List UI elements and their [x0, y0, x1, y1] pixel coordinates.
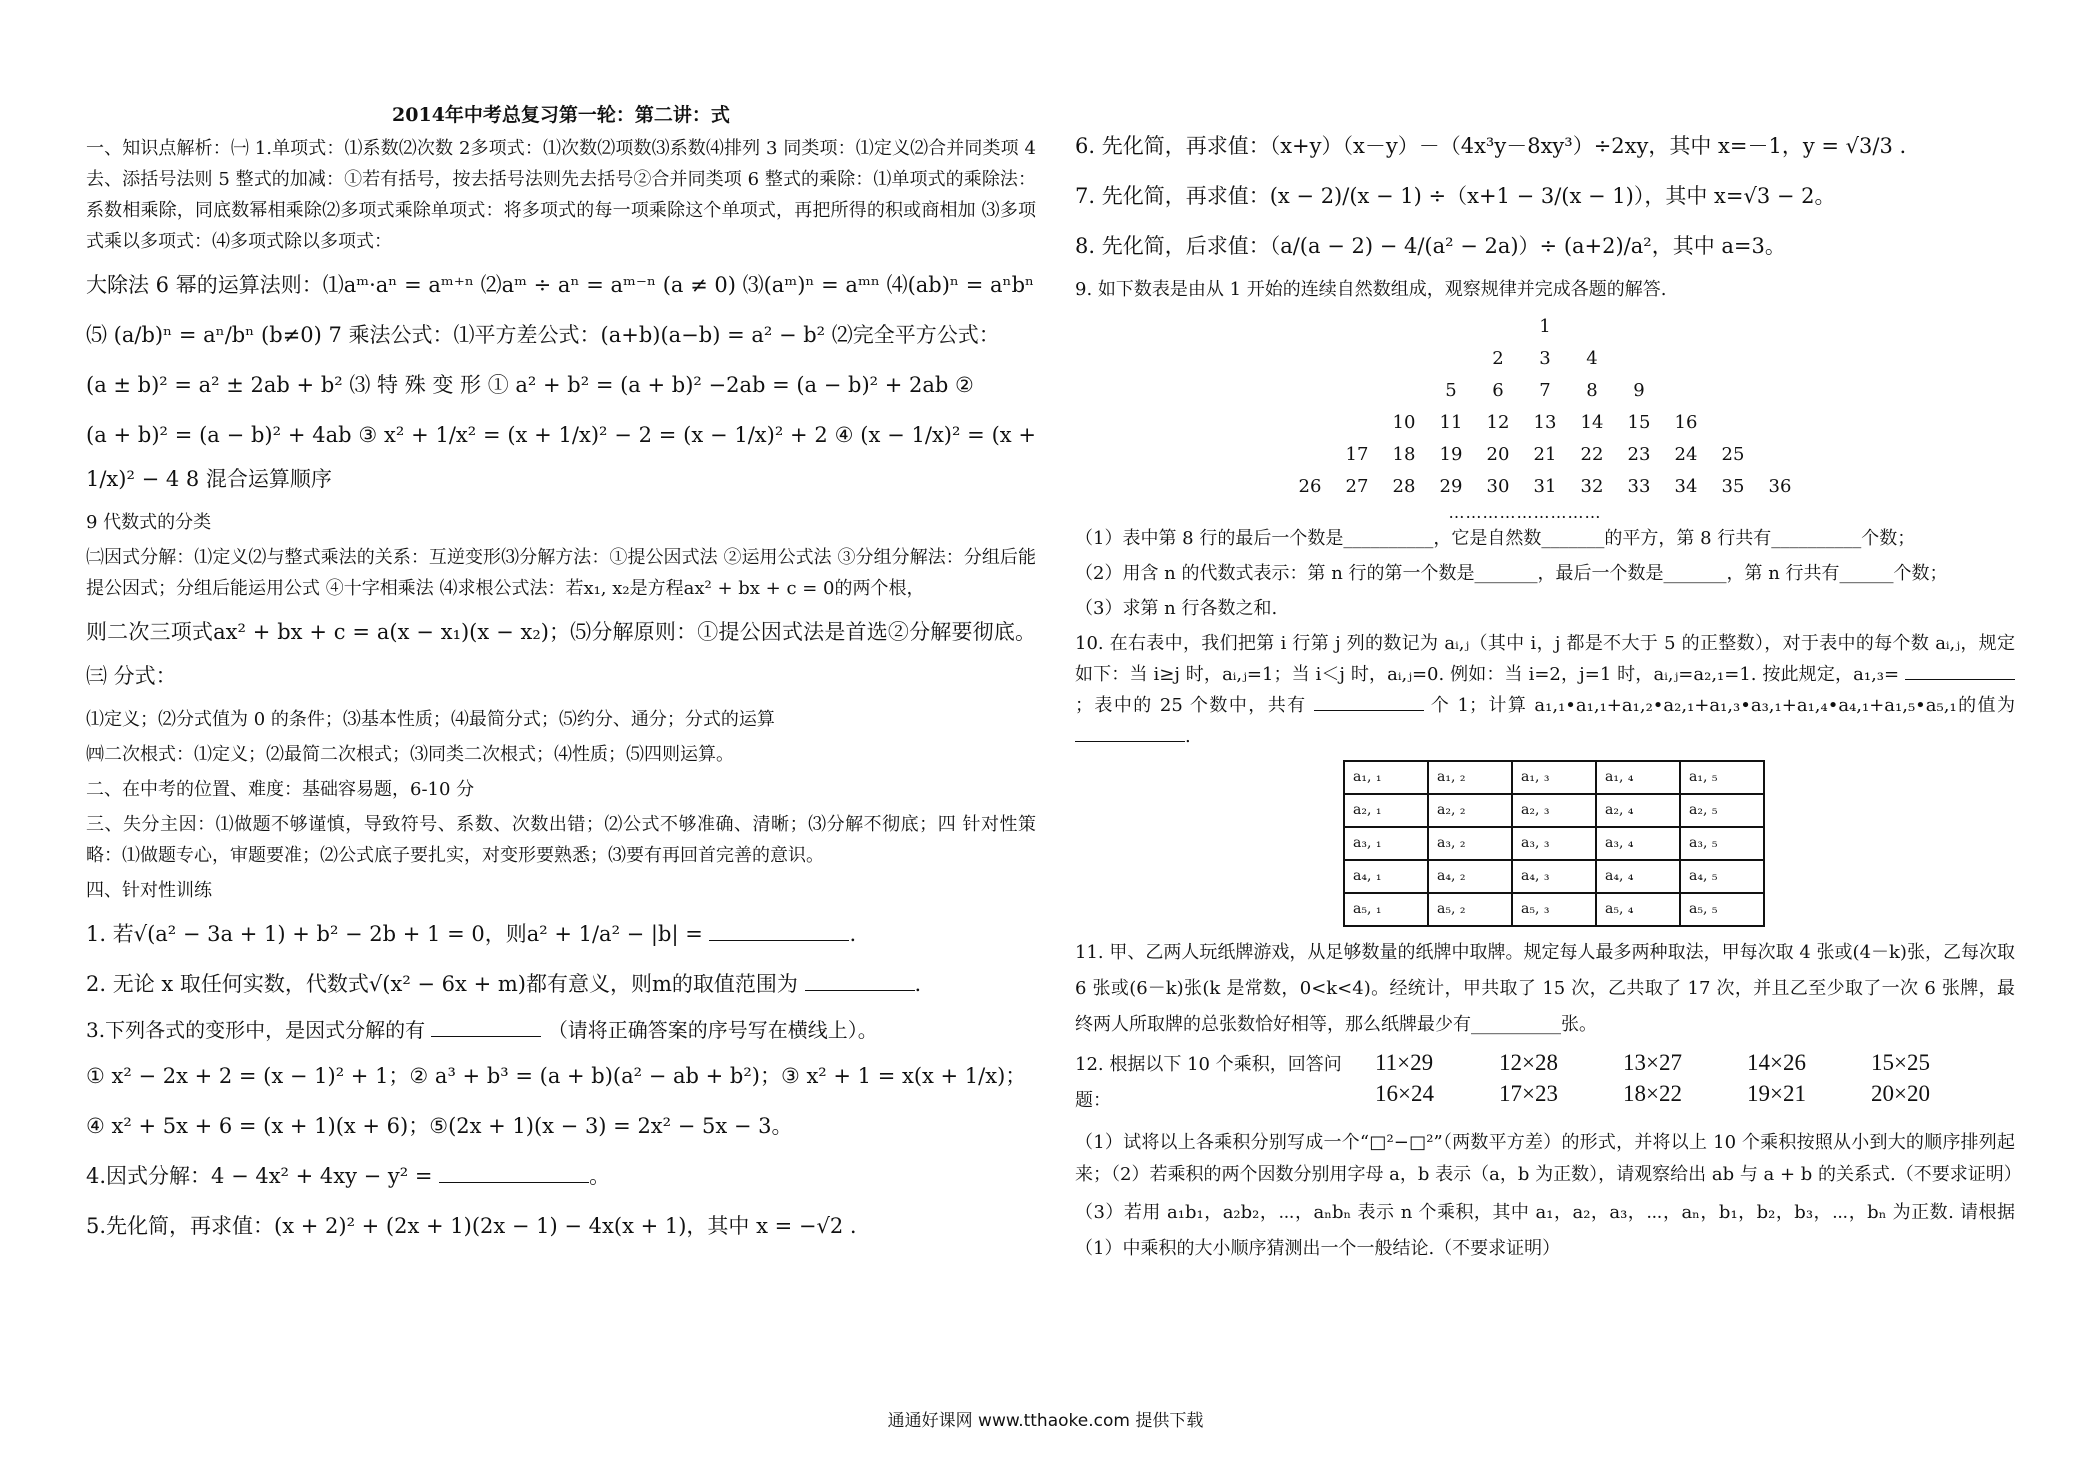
triangle-cell: 29 [1439, 476, 1463, 497]
triangle-cell: 35 [1721, 476, 1745, 497]
table-cell: a₄, ₁ [1344, 860, 1428, 893]
left-column [86, 100, 1036, 1254]
triangle-cell: 20 [1486, 444, 1510, 465]
triangle-cell: 5 [1445, 380, 1457, 401]
knowledge-intro: 一、知识点解析：㈠ 1.单项式：⑴系数⑵次数 2多项式：⑴次数⑵项数⑶系数⑷排列 3 同类项：⑴定义⑵合并同类项 4 去、添括号法则 5 整式的加减：①若有括号，按去括号法则先去括号②合并同类项 6 整式的乘除：⑴单项式的乘除法：系数相乘除，同底数幂相乘除⑵多项式乘除单项式：将多项式的每一项乘除这个单项式，再把所得的积或商相加 ⑶多项式乘以多项式：⑷多项式除以多项式： [86, 138, 1036, 252]
product-item: 18×22 [1623, 1081, 1682, 1106]
multiplication-formulas: ⑸ (a/b)ⁿ = aⁿ/bⁿ (b≠0) 7 乘法公式：⑴平方差公式：(a+b)(a−b) = a² − b² ⑵完全平方公式： [86, 323, 1000, 347]
continuation-dots: ……………………… [1448, 503, 1602, 522]
table-cell: a₃, ₄ [1596, 827, 1680, 860]
triangle-cell: 26 [1298, 476, 1322, 497]
product-item: 11×29 [1375, 1050, 1434, 1075]
question-9-part-1: （1）表中第 8 行的最后一个数是__________，它是自然数_______的平方，第 8 行共有__________个数； [1075, 528, 1916, 549]
question-12-part-1-2: （1）试将以上各乘积分别写成一个“□²−□²”（两数平方差）的形式，并将以上 10 个乘积按照从小到大的顺序排列起来；（2）若乘积的两个因数分别用字母 a，b 表示（a，b 为正数），请观察给出 ab 与 a + b 的关系式.（不要求证明） [1075, 1132, 2022, 1185]
product-item: 20×20 [1871, 1081, 1930, 1106]
table-row [1344, 794, 1764, 827]
table-cell: a₂, ₅ [1680, 794, 1764, 827]
question-6: 6. 先化简，再求值：（x+y）（x－y）－（4x³y－8xy³）÷2xy，其中 x=－1，y = √3/3 . [1075, 134, 1907, 158]
question-8: 8. 先化简，后求值：（a/(a − 2) − 4/(a² − 2a)）÷ (a+2)/a²，其中 a=3。 [1075, 234, 1786, 258]
answer-blank-2 [805, 972, 915, 991]
right-column [1075, 118, 2022, 1271]
triangle-row-5 [1075, 439, 2015, 471]
table-cell: a₃, ₃ [1512, 827, 1596, 860]
triangle-cell: 36 [1768, 476, 1792, 497]
special-transform-2: (a + b)² = (a − b)² + 4ab ③ x² + 1/x² = (x + 1/x)² − 2 = (x − 1/x)² + 2 ④ (x − 1/x)² = (x + 1/x)² − 4 8 混合运算顺序 [86, 423, 1036, 491]
question-7: 7. 先化简，再求值：(x − 2)/(x − 1) ÷（x+1 − 3/(x − 1)），其中 x=√3 − 2。 [1075, 184, 1836, 208]
answer-blank-4 [439, 1164, 589, 1183]
triangle-cell: 6 [1492, 380, 1504, 401]
table-row [1344, 827, 1764, 860]
triangle-cell: 19 [1439, 444, 1463, 465]
table-cell: a₁, ₁ [1344, 761, 1428, 794]
fractions: ⑴定义；⑵分式值为 0 的条件；⑶基本性质；⑷最简分式；⑸约分、通分；分式的运算 [86, 709, 775, 730]
question-4: 4.因式分解：4 − 4x² + 4xy − y² = 。 [86, 1164, 611, 1188]
table-cell: a₂, ₂ [1428, 794, 1512, 827]
question-12-part-3: （3）若用 a₁b₁，a₂b₂，⋯，aₙbₙ 表示 n 个乘积，其中 a₁，a₂，a₃，⋯，aₙ，b₁，b₂，b₃，⋯，bₙ 为正数. 请根据（1）中乘积的大小顺序猜测出一个一般结论.（不要求证明） [1075, 1202, 2015, 1259]
triangle-row-6 [1075, 471, 2015, 503]
triangle-row-4 [1075, 407, 2015, 439]
table-cell: a₅, ₃ [1512, 893, 1596, 926]
product-item: 12×28 [1499, 1050, 1558, 1075]
table-cell: a₅, ₁ [1344, 893, 1428, 926]
table-cell: a₄, ₂ [1428, 860, 1512, 893]
a-ij-table [1343, 760, 1765, 927]
quadratic-factor: 则二次三项式ax² + bx + c = a(x − x₁)(x − x₂)；⑸分解原则：①提公因式法是首选②分解要彻底。㈢ 分式： [86, 620, 1036, 688]
question-2: 2. 无论 x 取任何实数，代数式√(x² − 6x + m)都有意义，则m的取值范围为 . [86, 972, 922, 996]
product-item: 14×26 [1747, 1050, 1806, 1075]
table-cell: a₃, ₅ [1680, 827, 1764, 860]
question-11: 11. 甲、乙两人玩纸牌游戏，从足够数量的纸牌中取牌。规定每人最多两种取法，甲每次取 4 张或(4－k)张，乙每次取 6 张或(6－k)张(k 是常数，0<k<4)。经统计，甲共取了 15 次，乙共取了 17 次，并且乙至少取了一次 6 张牌，最终两人所取牌的总张数恰好相等，那么纸牌最少有__________张。 [1075, 942, 2015, 1035]
triangle-cell: 32 [1580, 476, 1604, 497]
table-cell: a₁, ₂ [1428, 761, 1512, 794]
exam-position: 二、在中考的位置、难度：基础容易题，6-10 分 [86, 779, 475, 800]
triangle-cell: 13 [1533, 412, 1557, 433]
table-row [1344, 860, 1764, 893]
answer-blank-10a [1905, 661, 2015, 680]
triangle-cell: 18 [1392, 444, 1416, 465]
triangle-cell: 1 [1539, 316, 1551, 337]
triangle-cell: 3 [1539, 348, 1551, 369]
question-1: 1. 若√(a² − 3a + 1) + b² − 2b + 1 = 0，则a² + 1/a² − |b| = . [86, 922, 857, 946]
table-cell: a₂, ₁ [1344, 794, 1428, 827]
triangle-cell: 9 [1633, 380, 1645, 401]
triangle-cell: 28 [1392, 476, 1416, 497]
triangle-cell: 34 [1674, 476, 1698, 497]
triangle-cell: 23 [1627, 444, 1651, 465]
triangle-cell: 21 [1533, 444, 1557, 465]
question-3-options-b: ④ x² + 5x + 6 = (x + 1)(x + 6)；⑤(2x + 1)(x − 3) = 2x² − 5x − 3。 [86, 1114, 793, 1138]
table-cell: a₁, ₅ [1680, 761, 1764, 794]
answer-blank-3 [431, 1018, 541, 1037]
question-9-part-2: （2）用含 n 的代数式表示：第 n 行的第一个数是_______，最后一个数是_______，第 n 行共有______个数； [1075, 563, 1948, 584]
triangle-cell: 25 [1721, 444, 1745, 465]
question-9-part-3: （3）求第 n 行各数之和. [1075, 598, 1278, 619]
question-3-options-a: ① x² − 2x + 2 = (x − 1)² + 1；② a³ + b³ = (a + b)(a² − ab + b²)；③ x² + 1 = x(x + 1/x)； [86, 1064, 1027, 1088]
table-cell: a₄, ₅ [1680, 860, 1764, 893]
footer-credit: 通通好课网 www.tthaoke.com 提供下载 [887, 1411, 1204, 1431]
triangle-cell: 10 [1392, 412, 1416, 433]
question-5: 5.先化简，再求值：(x + 2)² + (2x + 1)(2x − 1) − 4x(x + 1)，其中 x = −√2 . [86, 1214, 857, 1238]
products-list [1375, 1047, 1995, 1109]
special-transform-1: (a ± b)² = a² ± 2ab + b² ⑶ 特 殊 变 形 ① a² + b² = (a + b)² −2ab = (a − b)² + 2ab ② [86, 373, 974, 397]
triangle-cell: 17 [1345, 444, 1369, 465]
triangle-row-1 [1075, 311, 2015, 343]
triangle-cell: 24 [1674, 444, 1698, 465]
answer-blank-10b [1314, 692, 1424, 711]
triangle-cell: 30 [1486, 476, 1510, 497]
triangle-cell: 14 [1580, 412, 1604, 433]
table-cell: a₅, ₄ [1596, 893, 1680, 926]
table-row [1344, 761, 1764, 794]
product-item: 16×24 [1375, 1081, 1434, 1106]
table-cell: a₂, ₄ [1596, 794, 1680, 827]
triangle-row-3 [1075, 375, 2015, 407]
triangle-cell: 22 [1580, 444, 1604, 465]
number-triangle [1075, 311, 2015, 523]
triangle-cell: 12 [1486, 412, 1510, 433]
product-item: 19×21 [1747, 1081, 1806, 1106]
triangle-cell: 15 [1627, 412, 1651, 433]
algebra-classification: 9 代数式的分类 [86, 512, 212, 533]
factorization: ㈡因式分解：⑴定义⑵与整式乘法的关系：互逆变形⑶分解方法：①提公因式法 ②运用公式法 ③分组分解法：分组后能提公因式；分组后能运用公式 ④十字相乘法 ⑷求根公式法：若x₁, x₂是方程ax² + bx + c = 0的两个根， [86, 547, 1036, 599]
triangle-cell: 33 [1627, 476, 1651, 497]
table-cell: a₅, ₅ [1680, 893, 1764, 926]
triangle-cell: 16 [1674, 412, 1698, 433]
table-cell: a₁, ₃ [1512, 761, 1596, 794]
question-9: 9. 如下数表是由从 1 开始的连续自然数组成，观察规律并完成各题的解答. [1075, 279, 1667, 300]
radicals: ㈣二次根式：⑴定义；⑵最简二次根式；⑶同类二次根式；⑷性质；⑸四则运算。 [86, 744, 734, 765]
answer-blank-10c [1075, 723, 1185, 742]
triangle-cell: 27 [1345, 476, 1369, 497]
product-item: 15×25 [1871, 1050, 1930, 1075]
triangle-cell: 2 [1492, 348, 1504, 369]
triangle-cell: 4 [1586, 348, 1598, 369]
table-cell: a₄, ₃ [1512, 860, 1596, 893]
triangle-cell: 7 [1539, 380, 1551, 401]
question-10: 10. 在右表中，我们把第 i 行第 j 列的数记为 aᵢ,ⱼ（其中 i，j 都是不大于 5 的正整数），对于表中的每个数 aᵢ,ⱼ，规定如下：当 i≥j 时，aᵢ,ⱼ=1；当 i＜j 时，aᵢ,ⱼ=0. 例如：当 i=2，j=1 时，aᵢ,ⱼ=a₂,₁=1. 按此规定，a₁,₃= ；表中的 25 个数中，共有 个 1；计算 a₁,₁•a₁,₁+a₁,₂•a₂,₁+a₁,₃•a₃,₁+a₁,₄•a₄,₁+a₁,₅•a₅,₁的值为 . [1075, 633, 2015, 747]
table-cell: a₃, ₁ [1344, 827, 1428, 860]
table-row [1344, 893, 1764, 926]
table-cell: a₅, ₂ [1428, 893, 1512, 926]
triangle-cell: 8 [1586, 380, 1598, 401]
table-cell: a₂, ₃ [1512, 794, 1596, 827]
triangle-cell: 11 [1439, 412, 1463, 433]
page-title: 2014年中考总复习第一轮：第二讲：式 [392, 104, 730, 126]
practice-heading: 四、针对性训练 [86, 880, 212, 901]
triangle-row-2 [1075, 343, 2015, 375]
table-cell: a₁, ₄ [1596, 761, 1680, 794]
power-rules: 大除法 6 幂的运算法则：⑴aᵐ·aⁿ = aᵐ⁺ⁿ ⑵aᵐ ÷ aⁿ = aᵐ⁻ⁿ (a ≠ 0) ⑶(aᵐ)ⁿ = aᵐⁿ ⑷(ab)ⁿ = aⁿbⁿ [86, 273, 1035, 297]
product-item: 17×23 [1499, 1081, 1558, 1106]
answer-blank-1 [709, 922, 849, 941]
question-12: 12. 根据以下 10 个乘积，回答问题： 11×29 12×28 13×27 14×26 15×25 16×24 17×23 18×22 19×21 20×20 [1075, 1047, 2015, 1119]
triangle-cell: 31 [1533, 476, 1557, 497]
product-item: 13×27 [1623, 1050, 1682, 1075]
table-cell: a₄, ₄ [1596, 860, 1680, 893]
table-cell: a₃, ₂ [1428, 827, 1512, 860]
question-3: 3.下列各式的变形中，是因式分解的有 （请将正确答案的序号写在横线上）。 [86, 1018, 878, 1042]
error-causes: 三、失分主因：⑴做题不够谨慎，导致符号、系数、次数出错；⑵公式不够准确、清晰；⑶分解不彻底；四 针对性策略：⑴做题专心，审题要准；⑵公式底子要扎实，对变形要熟悉；⑶要有再回首完善的意识。 [86, 814, 1036, 866]
